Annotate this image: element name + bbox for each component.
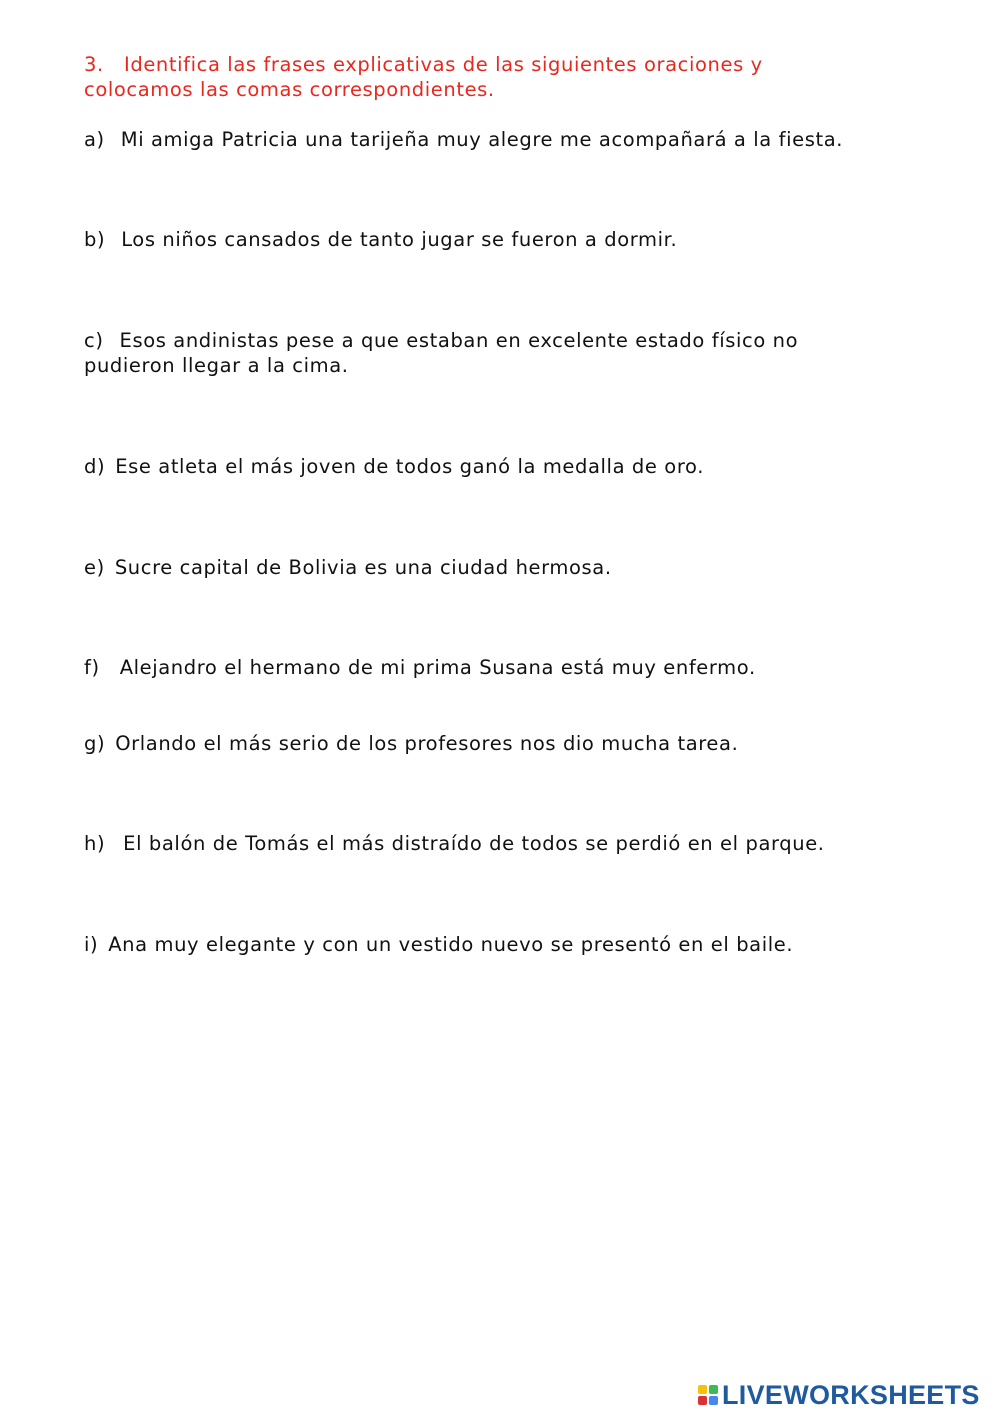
sentence-line-1	[84, 328, 904, 353]
logo-square-yellow	[698, 1385, 707, 1394]
instruction-line-2: colocamos las comas correspondientes.	[84, 78, 495, 101]
sentence-letter: a)	[84, 128, 105, 151]
sentence-text: Los niños cansados de tanto jugar se fueron a dormir.	[121, 228, 678, 251]
sentence-text: El balón de Tomás el más distraído de todos se perdió en el parque.	[123, 832, 825, 855]
instruction-number: 3.	[84, 53, 104, 76]
sentence-line-2: pudieron llegar a la cima.	[84, 354, 349, 377]
instruction-line-1	[84, 52, 864, 77]
sentence-a	[84, 127, 904, 152]
sentence-h	[84, 831, 904, 856]
sentence-i	[84, 932, 904, 957]
sentence-letter: i)	[84, 933, 99, 956]
sentence-f	[84, 655, 904, 680]
liveworksheets-logo	[698, 1378, 980, 1412]
sentence-d	[84, 454, 904, 479]
sentence-text: Esos andinistas pese a que estaban en excelente estado físico no	[119, 329, 799, 352]
sentence-text: Orlando el más serio de los profesores nos dio mucha tarea.	[115, 732, 739, 755]
sentence-letter: e)	[84, 556, 105, 579]
sentence-e	[84, 555, 904, 580]
sentence-text: Ana muy elegante y con un vestido nuevo se presentó en el baile.	[108, 933, 794, 956]
instruction-text-1: Identifica las frases explicativas de las siguientes oraciones y	[124, 53, 763, 76]
logo-square-green	[709, 1385, 718, 1394]
logo-text: LIVEWORKSHEETS	[722, 1379, 980, 1410]
sentence-b	[84, 227, 904, 252]
sentence-text: Ese atleta el más joven de todos ganó la medalla de oro.	[115, 455, 705, 478]
instruction-heading	[84, 52, 864, 102]
sentence-c	[84, 328, 904, 378]
sentence-g	[84, 731, 904, 756]
sentence-text: Sucre capital de Bolivia es una ciudad hermosa.	[114, 556, 612, 579]
logo-square-red	[698, 1396, 707, 1405]
sentence-letter: d)	[84, 455, 106, 478]
sentence-letter: g)	[84, 732, 106, 755]
sentence-letter: c)	[84, 329, 104, 352]
logo-square-blue	[709, 1396, 718, 1405]
sentence-text: Mi amiga Patricia una tarijeña muy alegre me acompañará a la fiesta.	[120, 128, 844, 151]
sentence-letter: b)	[84, 228, 106, 251]
sentence-letter: f)	[84, 656, 100, 679]
logo-mark-icon	[698, 1385, 718, 1405]
sentence-text: Alejandro el hermano de mi prima Susana está muy enfermo.	[119, 656, 756, 679]
sentence-letter: h)	[84, 832, 106, 855]
